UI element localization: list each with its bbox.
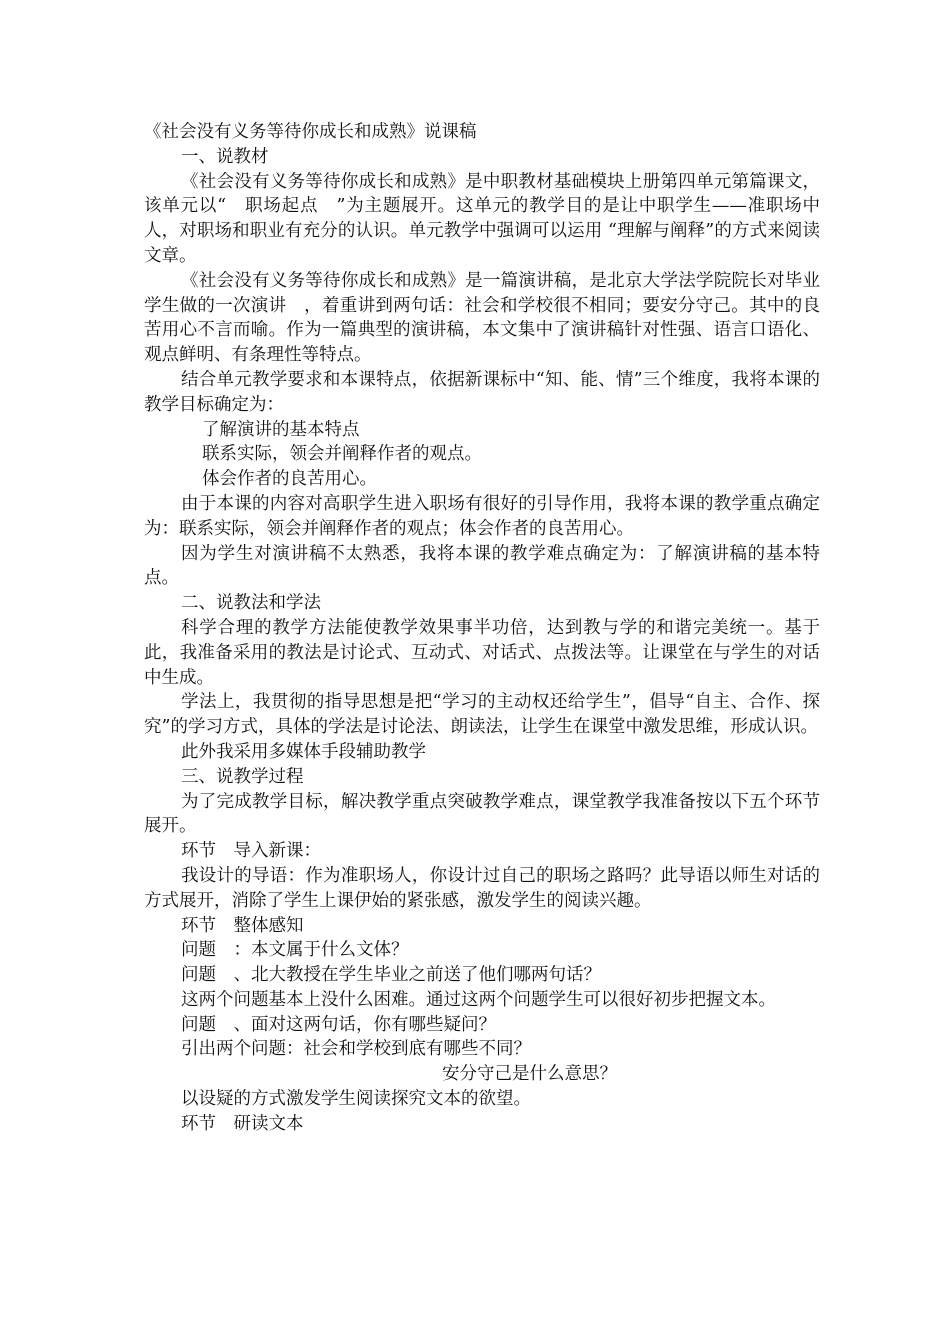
- step-heading: 环节 整体感知: [181, 915, 304, 936]
- question-item: 问题 ：本文属于什么文体？: [181, 940, 409, 961]
- paragraph: 《社会没有义务等待你成长和成熟》是中职教材基础模块上册第四单元第篇课文，该单元以“ 职场起点 ”为主题展开。这单元的教学目的是让中职学生——准职场中人，对职场和职业有充分的认识。单元教学中强调可以运用 “理解与阐释”的方式来阅读文章。: [144, 171, 820, 266]
- objective-item: 联系实际，领会并阐释作者的观点。: [202, 444, 482, 465]
- paragraph: 我设计的导语：作为准职场人，你设计过自己的职场之路吗？此导语以师生对话的方式展开，消除了学生上课伊始的紧张感，激发学生的阅读兴趣。: [144, 865, 820, 911]
- paragraph: 结合单元教学要求和本课特点，依据新课标中“知、能、情”三个维度，我将本课的教学目标确定为：: [144, 369, 820, 415]
- paragraph: 以设疑的方式激发学生阅读探究文本的欲望。: [181, 1089, 531, 1110]
- document-body: [144, 120, 820, 1137]
- paragraph: 科学合理的教学方法能使教学效果事半功倍，达到教与学的和谐完美统一。基于此，我准备采用的教法是讨论式、互动式、对话式、点拨法等。让课堂在与学生的对话中生成。: [144, 617, 820, 688]
- objective-item: 体会作者的良苦用心。: [202, 469, 377, 490]
- paragraph: 这两个问题基本上没什么困难。通过这两个问题学生可以很好初步把握文本。: [181, 989, 776, 1010]
- question-item: 问题 、北大教授在学生毕业之前送了他们哪两句话？: [181, 965, 601, 986]
- step-heading: 环节 研读文本: [181, 1113, 304, 1134]
- paragraph: 学法上，我贯彻的指导思想是把“学习的主动权还给学生”，倡导“自主、合作、探究”的学习方式，具体的学法是讨论法、朗读法，让学生在课堂中激发思维，形成认识。: [144, 692, 820, 738]
- objective-item: 了解演讲的基本特点: [202, 419, 360, 440]
- question-item: 问题 、面对这两句话，你有哪些疑问？: [181, 1014, 496, 1035]
- section-heading-methods: 二、说教法和学法: [181, 593, 321, 614]
- paragraph: 由于本课的内容对高职学生进入职场有很好的引导作用，我将本课的教学重点确定为：联系实际，领会并阐释作者的观点；体会作者的良苦用心。: [144, 493, 820, 539]
- section-heading-teaching-material: 一、说教材: [181, 146, 269, 167]
- paragraph: 安分守己是什么意思？: [442, 1064, 617, 1085]
- paragraph: 为了完成教学目标，解决教学重点突破教学难点，课堂教学我准备按以下五个环节展开。: [144, 791, 820, 837]
- step-heading: 环节 导入新课：: [181, 841, 321, 862]
- document-title: 《社会没有义务等待你成长和成熟》说课稿: [144, 122, 477, 142]
- paragraph: 因为学生对演讲稿不太熟悉，我将本课的教学难点确定为：了解演讲稿的基本特点。: [144, 543, 820, 589]
- paragraph: 引出两个问题：社会和学校到底有哪些不同？: [181, 1039, 531, 1060]
- paragraph: 此外我采用多媒体手段辅助教学: [181, 741, 426, 762]
- section-heading-process: 三、说教学过程: [181, 766, 304, 787]
- paragraph: 《社会没有义务等待你成长和成熟》是一篇演讲稿，是北京大学法学院院长对毕业学生做的一次演讲 ，着重讲到两句话：社会和学校很不相同；要安分守己。其中的良苦用心不言而喻。作为一篇典型的演讲稿，本文集中了演讲稿针对性强、语言口语化、观点鲜明、有条理性等特点。: [144, 270, 820, 366]
